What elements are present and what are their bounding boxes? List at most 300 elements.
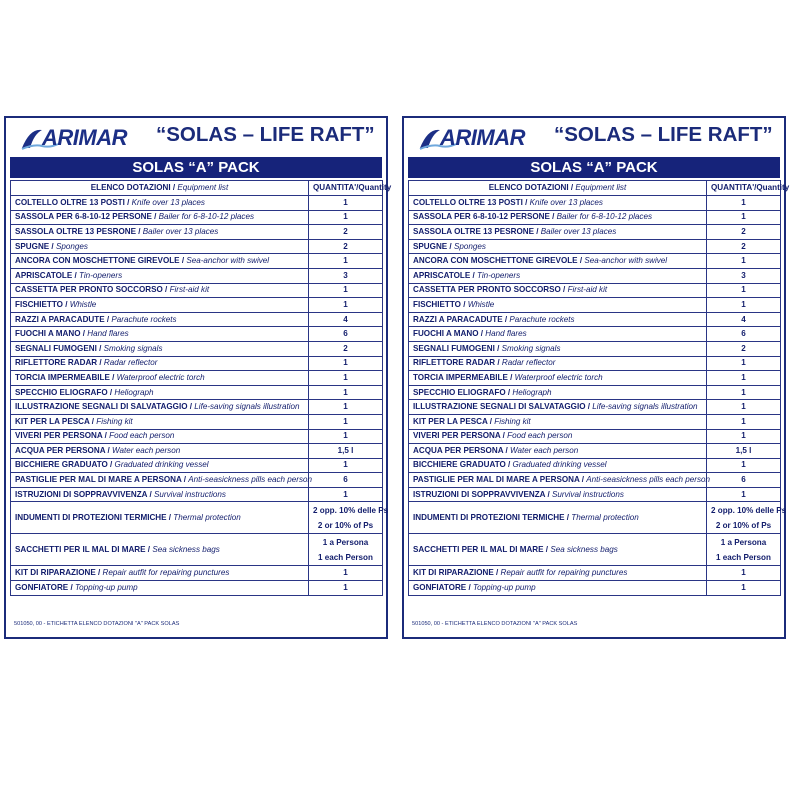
item-name	[409, 298, 707, 313]
item-name-en: Thermal protection	[173, 512, 241, 522]
quantity-line: 6	[741, 329, 746, 339]
quantity-line: 2	[343, 241, 348, 251]
item-name-it: CASSETTA PER PRONTO SOCCORSO /	[413, 285, 568, 295]
item-name-it: COLTELLO OLTRE 13 POSTI /	[413, 197, 530, 207]
item-name	[11, 196, 309, 211]
quantity-line: 1	[343, 489, 348, 499]
product-code: 501050, 00 - ETICHETTA ELENCO DOTAZIONI "A" PACK SOLAS	[14, 621, 180, 627]
quantity-line: 1	[741, 489, 746, 499]
card-title: “SOLAS – LIFE RAFT”	[156, 123, 375, 146]
quantity-line: 1	[741, 212, 746, 222]
item-name	[11, 312, 309, 327]
table-row	[11, 581, 383, 596]
item-quantity	[309, 458, 383, 473]
quantity-line: 1	[741, 285, 746, 295]
logo-rest: RIMAR	[455, 125, 525, 150]
item-name-en: Heliograph	[512, 387, 552, 397]
table-row	[409, 400, 781, 415]
item-name-en: Topping-up pump	[74, 582, 138, 592]
item-name	[409, 254, 707, 269]
item-name	[11, 414, 309, 429]
item-quantity	[309, 400, 383, 415]
item-quantity	[707, 473, 781, 488]
item-name	[11, 341, 309, 356]
table-row	[409, 502, 781, 534]
item-name-en: Knife over 13 places	[131, 197, 205, 207]
item-quantity	[707, 400, 781, 415]
quantity-line: 1	[343, 568, 348, 578]
card-header	[404, 118, 784, 156]
item-name-it: VIVERI PER PERSONA /	[413, 431, 508, 441]
item-name	[409, 534, 707, 566]
item-name-en: Fishing kit	[494, 416, 531, 426]
item-name	[409, 385, 707, 400]
item-quantity	[707, 566, 781, 581]
item-name-it: FISCHIETTO /	[15, 299, 70, 309]
table-header-row	[11, 181, 383, 196]
table-row	[409, 254, 781, 269]
header-item-en: Equipment list	[177, 183, 229, 192]
item-name-it: SASSOLA OLTRE 13 PESRONE /	[15, 226, 143, 236]
item-name	[11, 268, 309, 283]
item-name-en: Repair autfit for repairing punctures	[500, 568, 628, 578]
quantity-line: 1	[741, 582, 746, 592]
item-name	[11, 566, 309, 581]
item-quantity	[309, 429, 383, 444]
item-name	[409, 502, 707, 534]
item-name	[409, 581, 707, 596]
item-name-it: SPUGNE /	[413, 241, 454, 251]
item-quantity	[707, 414, 781, 429]
item-name	[11, 210, 309, 225]
table-row	[409, 581, 781, 596]
item-name	[11, 239, 309, 254]
item-name-en: Fishing kit	[96, 416, 133, 426]
table-row	[409, 356, 781, 371]
logo-text	[440, 127, 525, 149]
table-header-row	[409, 181, 781, 196]
item-name-it: VIVERI PER PERSONA /	[15, 431, 110, 441]
item-name-en: Sea-anchor with swivel	[186, 256, 270, 266]
item-name-en: Parachute rockets	[111, 314, 177, 324]
quantity-line: 1 a Persona	[322, 537, 369, 547]
item-name-en: Hand flares	[485, 329, 527, 339]
logo-text	[42, 127, 127, 149]
item-quantity	[707, 239, 781, 254]
item-name-it: INDUMENTI DI PROTEZIONI TERMICHE /	[15, 512, 174, 522]
item-name-it: APRISCATOLE /	[413, 270, 478, 280]
item-name	[11, 225, 309, 240]
quantity-line: 1	[741, 299, 746, 309]
item-quantity	[707, 312, 781, 327]
item-name	[409, 429, 707, 444]
item-name-it: KIT PER LA PESCA /	[15, 416, 97, 426]
item-name-it: TORCIA IMPERMEABILE /	[413, 372, 515, 382]
item-name-it: PASTIGLIE PER MAL DI MARE A PERSONA /	[15, 475, 189, 485]
item-name	[409, 444, 707, 459]
quantity-line: 1	[741, 431, 746, 441]
item-quantity	[707, 254, 781, 269]
table-row	[409, 458, 781, 473]
item-name-en: Survival instructions	[153, 489, 226, 499]
card-title: “SOLAS – LIFE RAFT”	[554, 123, 773, 146]
item-quantity	[309, 341, 383, 356]
item-name	[11, 327, 309, 342]
item-name-it: FUOCHI A MANO /	[413, 329, 486, 339]
quantity-line: 1	[343, 431, 348, 441]
quantity-line: 1	[741, 197, 746, 207]
item-name-en: Bailer over 13 places	[142, 226, 219, 236]
item-quantity	[707, 502, 787, 534]
item-name-it: SEGNALI FUMOGENI /	[15, 343, 104, 353]
item-quantity	[309, 566, 383, 581]
item-name	[11, 534, 309, 566]
table-row	[11, 196, 383, 211]
item-name-en: Radar reflector	[103, 358, 158, 368]
item-name	[409, 473, 710, 488]
table-row	[11, 487, 383, 502]
item-name-en: Tin-openers	[477, 270, 521, 280]
table-row	[11, 312, 383, 327]
table-row	[409, 385, 781, 400]
item-name-en: Waterproof electric torch	[514, 372, 603, 382]
table-row	[409, 487, 781, 502]
item-quantity	[707, 581, 781, 596]
item-name-en: Whistle	[69, 299, 97, 309]
quantity-line: 2	[741, 343, 746, 353]
item-quantity	[309, 239, 383, 254]
item-name-en: Anti-seasickness pills each person	[586, 475, 710, 485]
item-name-it: ILLUSTRAZIONE SEGNALI DI SALVATAGGIO /	[413, 402, 593, 412]
item-name	[409, 327, 707, 342]
product-code: 501050, 00 - ETICHETTA ELENCO DOTAZIONI "A" PACK SOLAS	[412, 621, 578, 627]
item-quantity	[309, 196, 383, 211]
item-name-it: SASSOLA OLTRE 13 PESRONE /	[413, 226, 541, 236]
equipment-table	[10, 180, 392, 596]
item-name	[409, 487, 707, 502]
quantity-line: 1	[741, 358, 746, 368]
quantity-line: 1 each Person	[318, 552, 373, 562]
item-name-en: Topping-up pump	[472, 582, 536, 592]
item-name	[11, 385, 309, 400]
item-name-it: COLTELLO OLTRE 13 POSTI /	[15, 197, 132, 207]
item-name	[11, 487, 309, 502]
item-name-it: SACCHETTI PER IL MAL DI MARE /	[413, 544, 551, 554]
pack-title-bar: SOLAS “A” PACK	[10, 157, 382, 178]
card-header	[6, 118, 386, 156]
quantity-line: 1	[741, 568, 746, 578]
quantity-line: 1	[343, 285, 348, 295]
table-row	[11, 225, 383, 240]
item-name	[409, 414, 707, 429]
table-row	[409, 444, 781, 459]
item-quantity	[309, 225, 383, 240]
quantity-line: 2	[741, 241, 746, 251]
item-name-en: Sea sickness bags	[550, 544, 618, 554]
item-name-en: Life-saving signals illustration	[592, 402, 698, 412]
item-name	[409, 283, 707, 298]
table-row	[409, 534, 781, 566]
item-name-it: SEGNALI FUMOGENI /	[413, 343, 502, 353]
item-quantity	[707, 356, 781, 371]
table-row	[409, 473, 781, 488]
quantity-line: 1,5 l	[735, 445, 752, 455]
table-row	[409, 210, 781, 225]
table-row	[11, 254, 383, 269]
item-quantity	[309, 327, 383, 342]
item-quantity	[707, 487, 781, 502]
item-name	[11, 458, 309, 473]
table-row	[11, 400, 383, 415]
item-name	[11, 298, 309, 313]
item-name-en: Radar reflector	[501, 358, 556, 368]
quantity-line: 1	[741, 402, 746, 412]
item-quantity	[707, 429, 781, 444]
quantity-line: 2 or 10% of Ps	[317, 520, 374, 530]
item-quantity	[707, 298, 781, 313]
item-name-it: TORCIA IMPERMEABILE /	[15, 372, 117, 382]
header-item	[409, 181, 707, 196]
item-name-it: GONFIATORE /	[15, 582, 75, 592]
quantity-line: 1	[741, 416, 746, 426]
item-name-it: CASSETTA PER PRONTO SOCCORSO /	[15, 285, 170, 295]
item-name-it: ACQUA PER PERSONA /	[413, 445, 510, 455]
quantity-line: 1	[343, 402, 348, 412]
arimar-logo	[20, 124, 130, 152]
quantity-line: 1	[741, 387, 746, 397]
item-name-en: Food each person	[109, 431, 175, 441]
table-row	[11, 534, 383, 566]
item-name-en: Life-saving signals illustration	[194, 402, 300, 412]
quantity-line: 2 opp. 10% delle Ps	[313, 505, 389, 515]
item-name	[409, 312, 707, 327]
table-row	[409, 268, 781, 283]
item-name-en: Sponges	[55, 241, 88, 251]
quantity-line: 1	[343, 416, 348, 426]
table-row	[11, 473, 383, 488]
table-row	[409, 429, 781, 444]
table-row	[11, 444, 383, 459]
item-quantity	[309, 502, 389, 534]
header-item-it: ELENCO DOTAZIONI /	[488, 183, 576, 192]
item-quantity	[309, 312, 383, 327]
item-name-it: PASTIGLIE PER MAL DI MARE A PERSONA /	[413, 475, 587, 485]
quantity-line: 6	[741, 475, 746, 485]
item-quantity	[309, 268, 383, 283]
item-name-en: First-aid kit	[567, 285, 608, 295]
quantity-line: 1	[343, 358, 348, 368]
logo-rest: RIMAR	[57, 125, 127, 150]
item-name	[11, 400, 309, 415]
item-name-en: Water each person	[510, 445, 579, 455]
item-quantity	[309, 581, 383, 596]
table-row	[11, 341, 383, 356]
quantity-line: 4	[343, 314, 348, 324]
item-name-it: ANCORA CON MOSCHETTONE GIREVOLE /	[413, 256, 585, 266]
table-row	[11, 458, 383, 473]
item-quantity	[707, 385, 781, 400]
logo-first-letter: A	[42, 125, 58, 150]
quantity-line: 1 a Persona	[720, 537, 767, 547]
quantity-line: 1 each Person	[716, 552, 771, 562]
table-row	[11, 327, 383, 342]
item-name-en: Repair autfit for repairing punctures	[102, 568, 230, 578]
item-name-en: Anti-seasickness pills each person	[188, 475, 312, 485]
header-quantity: QUANTITA'/Quantity	[309, 181, 383, 196]
item-name-it: SPECCHIO ELIOGRAFO /	[413, 387, 513, 397]
table-row	[11, 502, 383, 534]
item-name-it: INDUMENTI DI PROTEZIONI TERMICHE /	[413, 512, 572, 522]
item-quantity	[707, 283, 781, 298]
table-row	[11, 210, 383, 225]
item-name	[11, 254, 309, 269]
item-name	[11, 502, 309, 534]
item-quantity	[707, 268, 781, 283]
item-quantity	[309, 385, 383, 400]
item-name-en: Sea-anchor with swivel	[584, 256, 668, 266]
item-name-en: Sponges	[453, 241, 486, 251]
item-name	[409, 268, 707, 283]
item-name-it: APRISCATOLE /	[15, 270, 80, 280]
item-name	[11, 371, 309, 386]
table-row	[409, 239, 781, 254]
item-name-it: RAZZI A PARACADUTE /	[413, 314, 510, 324]
header-quantity: QUANTITA'/Quantity	[707, 181, 781, 196]
item-quantity	[309, 371, 383, 386]
item-name-it: RIFLETTORE RADAR /	[15, 358, 104, 368]
item-name-it: SPECCHIO ELIOGRAFO /	[15, 387, 115, 397]
item-name-en: Smoking signals	[501, 343, 561, 353]
item-name-en: Graduated drinking vessel	[114, 460, 209, 470]
item-name	[11, 429, 309, 444]
item-name	[409, 210, 707, 225]
item-quantity	[309, 254, 383, 269]
quantity-line: 2	[343, 226, 348, 236]
table-row	[11, 356, 383, 371]
item-name-it: ISTRUZIONI DI SOPPRAVVIVENZA /	[413, 489, 552, 499]
item-name-it: ANCORA CON MOSCHETTONE GIREVOLE /	[15, 256, 187, 266]
header-item-it: ELENCO DOTAZIONI /	[90, 183, 178, 192]
item-name	[11, 473, 312, 488]
item-quantity	[309, 356, 383, 371]
item-name-it: KIT DI RIPARAZIONE /	[413, 568, 501, 578]
table-row	[11, 268, 383, 283]
item-name	[11, 356, 309, 371]
item-name-en: Whistle	[467, 299, 495, 309]
quantity-line: 1	[343, 372, 348, 382]
item-name-it: KIT PER LA PESCA /	[413, 416, 495, 426]
item-name-en: Bailer for 6-8-10-12 places	[158, 212, 255, 222]
item-name-it: SASSOLA PER 6-8-10-12 PERSONE /	[15, 212, 159, 222]
item-quantity	[309, 283, 383, 298]
item-name-en: Graduated drinking vessel	[512, 460, 607, 470]
quantity-line: 4	[741, 314, 746, 324]
item-quantity	[309, 210, 383, 225]
item-name-en: Bailer over 13 places	[540, 226, 617, 236]
item-name-it: SPUGNE /	[15, 241, 56, 251]
table-row	[409, 566, 781, 581]
equipment-table	[408, 180, 790, 596]
item-name-it: SACCHETTI PER IL MAL DI MARE /	[15, 544, 153, 554]
item-name	[409, 356, 707, 371]
item-name	[11, 283, 309, 298]
item-name-it: SASSOLA PER 6-8-10-12 PERSONE /	[413, 212, 557, 222]
item-name	[409, 371, 707, 386]
pack-title-bar: SOLAS “A” PACK	[408, 157, 780, 178]
table-row	[409, 298, 781, 313]
item-name-it: ILLUSTRAZIONE SEGNALI DI SALVATAGGIO /	[15, 402, 195, 412]
logo-first-letter: A	[440, 125, 456, 150]
item-name-it: BICCHIERE GRADUATO /	[15, 460, 115, 470]
item-quantity	[309, 298, 383, 313]
item-quantity	[309, 487, 383, 502]
label-card-left	[4, 116, 392, 639]
item-name	[409, 341, 707, 356]
table-row	[409, 312, 781, 327]
quantity-line: 2 or 10% of Ps	[715, 520, 772, 530]
quantity-line: 2	[343, 343, 348, 353]
item-name-en: Sea sickness bags	[152, 544, 220, 554]
item-quantity	[707, 327, 781, 342]
table-row	[11, 414, 383, 429]
item-quantity	[707, 534, 781, 566]
quantity-line: 3	[343, 270, 348, 280]
quantity-line: 1	[343, 582, 348, 592]
item-name-it: ACQUA PER PERSONA /	[15, 445, 112, 455]
table-row	[11, 385, 383, 400]
item-quantity	[707, 196, 781, 211]
item-name-en: Water each person	[112, 445, 181, 455]
table-row	[409, 414, 781, 429]
item-quantity	[707, 341, 781, 356]
quantity-line: 1	[343, 299, 348, 309]
quantity-line: 1,5 l	[337, 445, 354, 455]
header-item	[11, 181, 309, 196]
item-name-en: Waterproof electric torch	[116, 372, 205, 382]
arimar-logo	[418, 124, 528, 152]
quantity-line: 1	[741, 256, 746, 266]
item-name-en: Bailer for 6-8-10-12 places	[556, 212, 653, 222]
table-row	[409, 371, 781, 386]
item-quantity	[707, 444, 781, 459]
table-row	[409, 196, 781, 211]
item-name-en: Knife over 13 places	[529, 197, 603, 207]
table-row	[409, 225, 781, 240]
item-name	[409, 225, 707, 240]
table-row	[11, 298, 383, 313]
item-quantity	[309, 473, 383, 488]
item-name-it: FISCHIETTO /	[413, 299, 468, 309]
label-card-right	[402, 116, 790, 639]
quantity-line: 2 opp. 10% delle Ps	[711, 505, 787, 515]
quantity-line: 6	[343, 329, 348, 339]
quantity-line: 1	[741, 372, 746, 382]
item-name-en: Survival instructions	[551, 489, 624, 499]
item-name	[409, 566, 707, 581]
item-name-en: Smoking signals	[103, 343, 163, 353]
item-name-it: KIT DI RIPARAZIONE /	[15, 568, 103, 578]
table-row	[11, 239, 383, 254]
item-name-it: GONFIATORE /	[413, 582, 473, 592]
table-row	[409, 341, 781, 356]
table-row	[11, 429, 383, 444]
item-name-it: BICCHIERE GRADUATO /	[413, 460, 513, 470]
item-name	[11, 444, 309, 459]
item-name	[409, 196, 707, 211]
item-quantity	[707, 458, 781, 473]
item-name-it: RIFLETTORE RADAR /	[413, 358, 502, 368]
table-row	[11, 371, 383, 386]
